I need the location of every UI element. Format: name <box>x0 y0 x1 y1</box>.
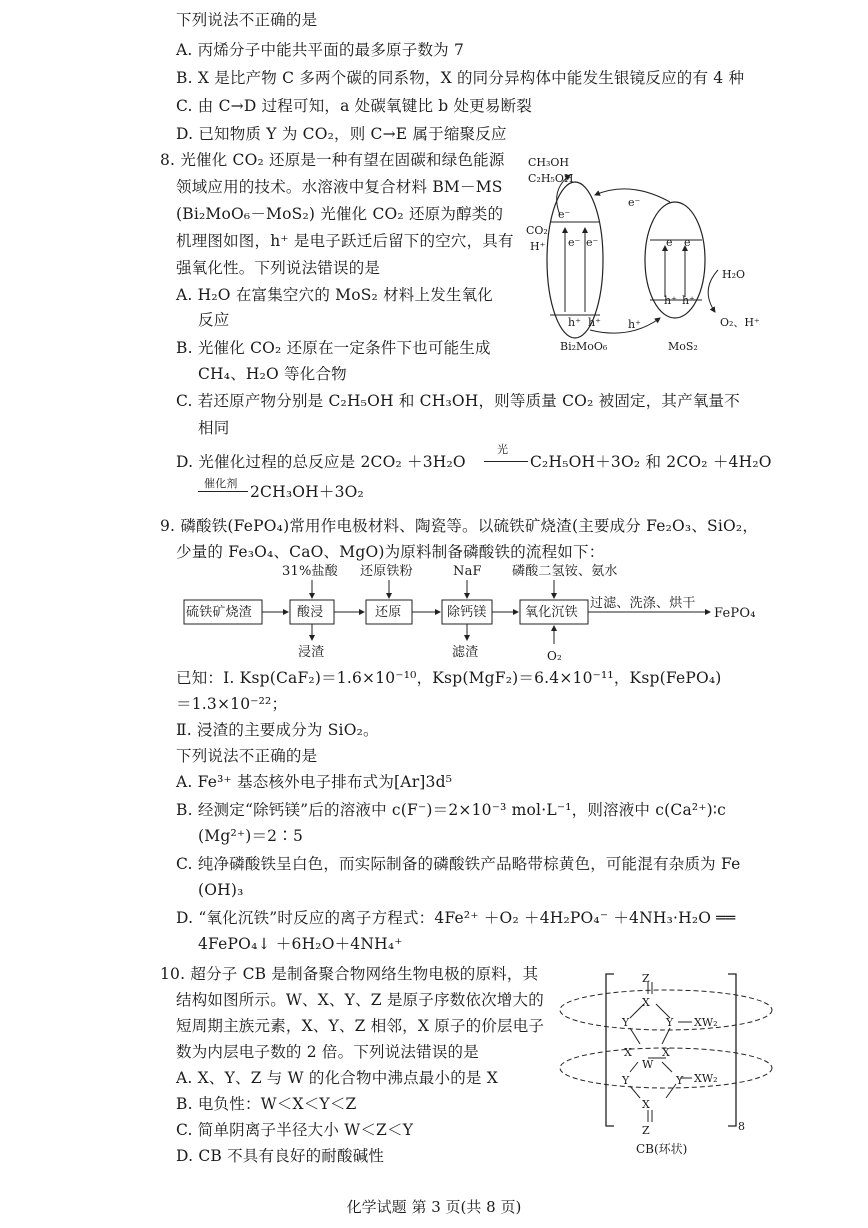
q9-stem: 下列说法不正确的是 <box>176 747 318 765</box>
fig8-label-mos2: MoS₂ <box>668 340 698 353</box>
flow-in-o2: O₂ <box>547 649 563 663</box>
q9-known-1-cont: ＝1.3×10⁻²²； <box>176 695 288 713</box>
fig8-hplus: H⁺ <box>530 240 546 253</box>
q9-known-1: 已知：Ⅰ. Ksp(CaF₂)＝1.6×10⁻¹⁰，Ksp(MgF₂)＝6.4×10⁻¹¹，Ksp(FePO₄) <box>176 669 722 687</box>
cb-caption: CB(环状) <box>636 1142 688 1156</box>
cb-atom-x-top: X <box>642 996 650 1009</box>
q8-line-4: 机理图如图，h⁺ 是电子跃迁后留下的空穴，具有 <box>176 232 514 250</box>
fig8-e-band-4: e⁻ <box>684 236 697 249</box>
q9-option-c-cont: (OH)₃ <box>198 881 244 899</box>
flow-product: FePO₄ <box>714 606 756 621</box>
flow-box-oxidize: 氧化沉铁 <box>525 605 578 620</box>
q8-option-c-cont: 相同 <box>198 419 230 437</box>
q9-option-c: C. 纯净磷酸铁呈白色，而实际制备的磷酸铁产品略带棕黄色，可能混有杂质为 Fe <box>176 855 741 873</box>
q7-option-a: A. 丙烯分子中能共平面的最多原子数为 7 <box>176 41 465 59</box>
q8-option-d-cont: 2CH₃OH＋3O₂ <box>250 483 364 501</box>
cb-xw2-top: XW₂ <box>694 1016 718 1029</box>
q8-option-a-cont: 反应 <box>198 311 230 329</box>
cb-atom-x-mid-1: X <box>624 1046 632 1059</box>
q7-option-c: C. 由 C→D 过程可知，a 处碳氧键比 b 处更易断裂 <box>176 97 533 115</box>
q10-option-d: D. CB 不具有良好的耐酸碱性 <box>176 1147 385 1165</box>
flow-final-step: 过滤、洗涤、烘干 <box>590 596 696 611</box>
fig8-product-c2h5oh: C₂H₅OH <box>528 172 574 185</box>
fig8-co2: CO₂ <box>526 224 548 237</box>
cb-atom-y-2: Y <box>666 1016 674 1029</box>
flow-reagent-hcl: 31%盐酸 <box>282 564 338 579</box>
q9-line-1: 9. 磷酸铁(FePO₄)常用作电极材料、陶瓷等。以硫铁矿烧渣(主要成分 Fe₂O₃、SiO₂， <box>160 517 759 535</box>
q8-line-2: 领域应用的技术。水溶液中复合材料 BM－MS <box>176 178 503 196</box>
fig8-h2o: H₂O <box>722 268 746 281</box>
q8-option-d-rest: C₂H₅OH＋3O₂ 和 2CO₂ ＋4H₂O <box>530 453 772 471</box>
q8-catalyst-label: 催化剂 <box>204 477 238 490</box>
fig8-h-band-4: h⁺ <box>682 294 695 307</box>
q10-line-1: 10. 超分子 CB 是制备聚合物网络生物电极的原料，其 <box>160 965 539 983</box>
fig8-e-left: e⁻ <box>558 208 571 221</box>
fig8-h-band-2: h⁺ <box>588 316 601 329</box>
q10-line-3: 短周期主族元素，X、Y、Z 相邻，X 原子的价层电子 <box>176 1017 545 1035</box>
cb-repeat-n: 8 <box>738 1120 745 1133</box>
q9-option-b: B. 经测定“除钙镁”后的溶液中 c(F⁻)＝2×10⁻³ mol·L⁻¹，则溶液中 c(Ca²⁺)∶c <box>176 801 727 819</box>
page-footer: 化学试题 第 3 页(共 8 页) <box>346 1198 522 1216</box>
q9-known-2: Ⅱ. 浸渣的主要成分为 SiO₂。 <box>176 721 379 739</box>
fig8-e-top: e⁻ <box>628 196 641 209</box>
q7-option-d: D. 已知物质 Y 为 CO₂，则 C→E 属于缩聚反应 <box>176 125 507 143</box>
fig8-label-bi2moo6: Bi₂MoO₆ <box>560 340 608 353</box>
q8-line-3: (Bi₂MoO₆－MoS₂) 光催化 CO₂ 还原为醇类的 <box>176 205 504 223</box>
q9-line-2: 少量的 Fe₃O₄、CaO、MgO)为原料制备磷酸铁的流程如下： <box>176 543 605 561</box>
q9-option-d: D. “氧化沉铁”时反应的离子方程式：4Fe²⁺ ＋O₂ ＋4H₂PO₄⁻ ＋4NH₃·H₂O ══ <box>176 909 736 927</box>
q8-option-b: B. 光催化 CO₂ 还原在一定条件下也可能生成 <box>176 339 491 357</box>
q8-light-arrow <box>484 461 528 462</box>
q10-option-c: C. 简单阴离子半径大小 W＜Z＜Y <box>176 1121 414 1139</box>
q8-line-5: 强氧化性。下列说法错误的是 <box>176 259 381 277</box>
cb-atom-x-bottom: X <box>642 1098 650 1111</box>
flow-reagent-naf: NaF <box>453 564 482 579</box>
flow-box-reduce: 还原 <box>375 605 402 620</box>
q10-line-2: 结构如图所示。W、X、Y、Z 是原子序数依次增大的 <box>176 991 544 1009</box>
flow-out-residue: 浸渣 <box>298 645 325 660</box>
q8-light-label: 光 <box>497 443 509 456</box>
fig8-h-transfer: h⁺ <box>628 318 641 331</box>
flow-box-start: 硫铁矿烧渣 <box>186 605 253 620</box>
cb-atom-x-mid-2: X <box>662 1046 670 1059</box>
q7-option-b: B. X 是比产物 C 多两个碳的同系物，X 的同分异构体中能发生银镜反应的有 4 种 <box>176 69 745 87</box>
q9-option-b-cont: (Mg²⁺)＝2∶5 <box>198 827 304 845</box>
flow-box-remove-ca-mg: 除钙镁 <box>447 605 487 620</box>
q9-option-a: A. Fe³⁺ 基态核外电子排布式为[Ar]3d⁵ <box>176 773 453 791</box>
q8-option-c: C. 若还原产物分别是 C₂H₅OH 和 CH₃OH，则等质量 CO₂ 被固定，其产氧量不 <box>176 392 740 410</box>
q10-option-a: A. X、Y、Z 与 W 的化合物中沸点最小的是 X <box>176 1069 498 1087</box>
flow-out-filter: 滤渣 <box>452 645 479 660</box>
q8-option-b-cont: CH₄、H₂O 等化合物 <box>198 365 347 383</box>
fig8-e-band-2: e⁻ <box>586 236 599 249</box>
cb-atom-w: W <box>642 1058 654 1071</box>
flow-box-leach: 酸浸 <box>297 605 324 620</box>
q7-stem: 下列说法不正确的是 <box>176 11 318 29</box>
fig8-e-band-3: e⁻ <box>666 236 679 249</box>
flow-reagent-fe: 还原铁粉 <box>360 564 413 579</box>
cb-atom-y-3: Y <box>622 1074 630 1087</box>
fig8-h-band-1: h⁺ <box>568 316 581 329</box>
q10-cb-structure <box>556 964 776 1164</box>
cb-atom-y-4: Y <box>676 1074 684 1087</box>
cb-atom-z-top: Z <box>642 972 650 985</box>
q8-option-d: D. 光催化过程的总反应是 2CO₂ ＋3H₂O <box>176 453 466 471</box>
q9-option-d-cont: 4FePO₄↓ ＋6H₂O＋4NH₄⁺ <box>198 935 403 953</box>
fig8-h-band-3: h⁺ <box>664 294 677 307</box>
fig8-o2-h: O₂、H⁺ <box>720 316 760 329</box>
fig8-e-band-1: e⁻ <box>568 236 581 249</box>
q10-option-b: B. 电负性：W＜X＜Y＜Z <box>176 1095 357 1113</box>
q10-line-4: 数为内层电子数的 2 倍。下列说法错误的是 <box>176 1043 479 1061</box>
q8-option-a: A. H₂O 在富集空穴的 MoS₂ 材料上发生氧化 <box>176 286 494 304</box>
cb-atom-y-1: Y <box>622 1016 630 1029</box>
flow-reagent-phosphate: 磷酸二氢铵、氨水 <box>512 564 618 579</box>
cb-xw2-bottom: XW₂ <box>694 1072 718 1085</box>
q8-catalyst-arrow <box>198 491 248 492</box>
fig8-product-ch3oh: CH₃OH <box>528 156 570 169</box>
q8-line-1: 8. 光催化 CO₂ 还原是一种有望在固碳和绿色能源 <box>160 151 505 169</box>
cb-atom-z-bottom: Z <box>642 1124 650 1137</box>
